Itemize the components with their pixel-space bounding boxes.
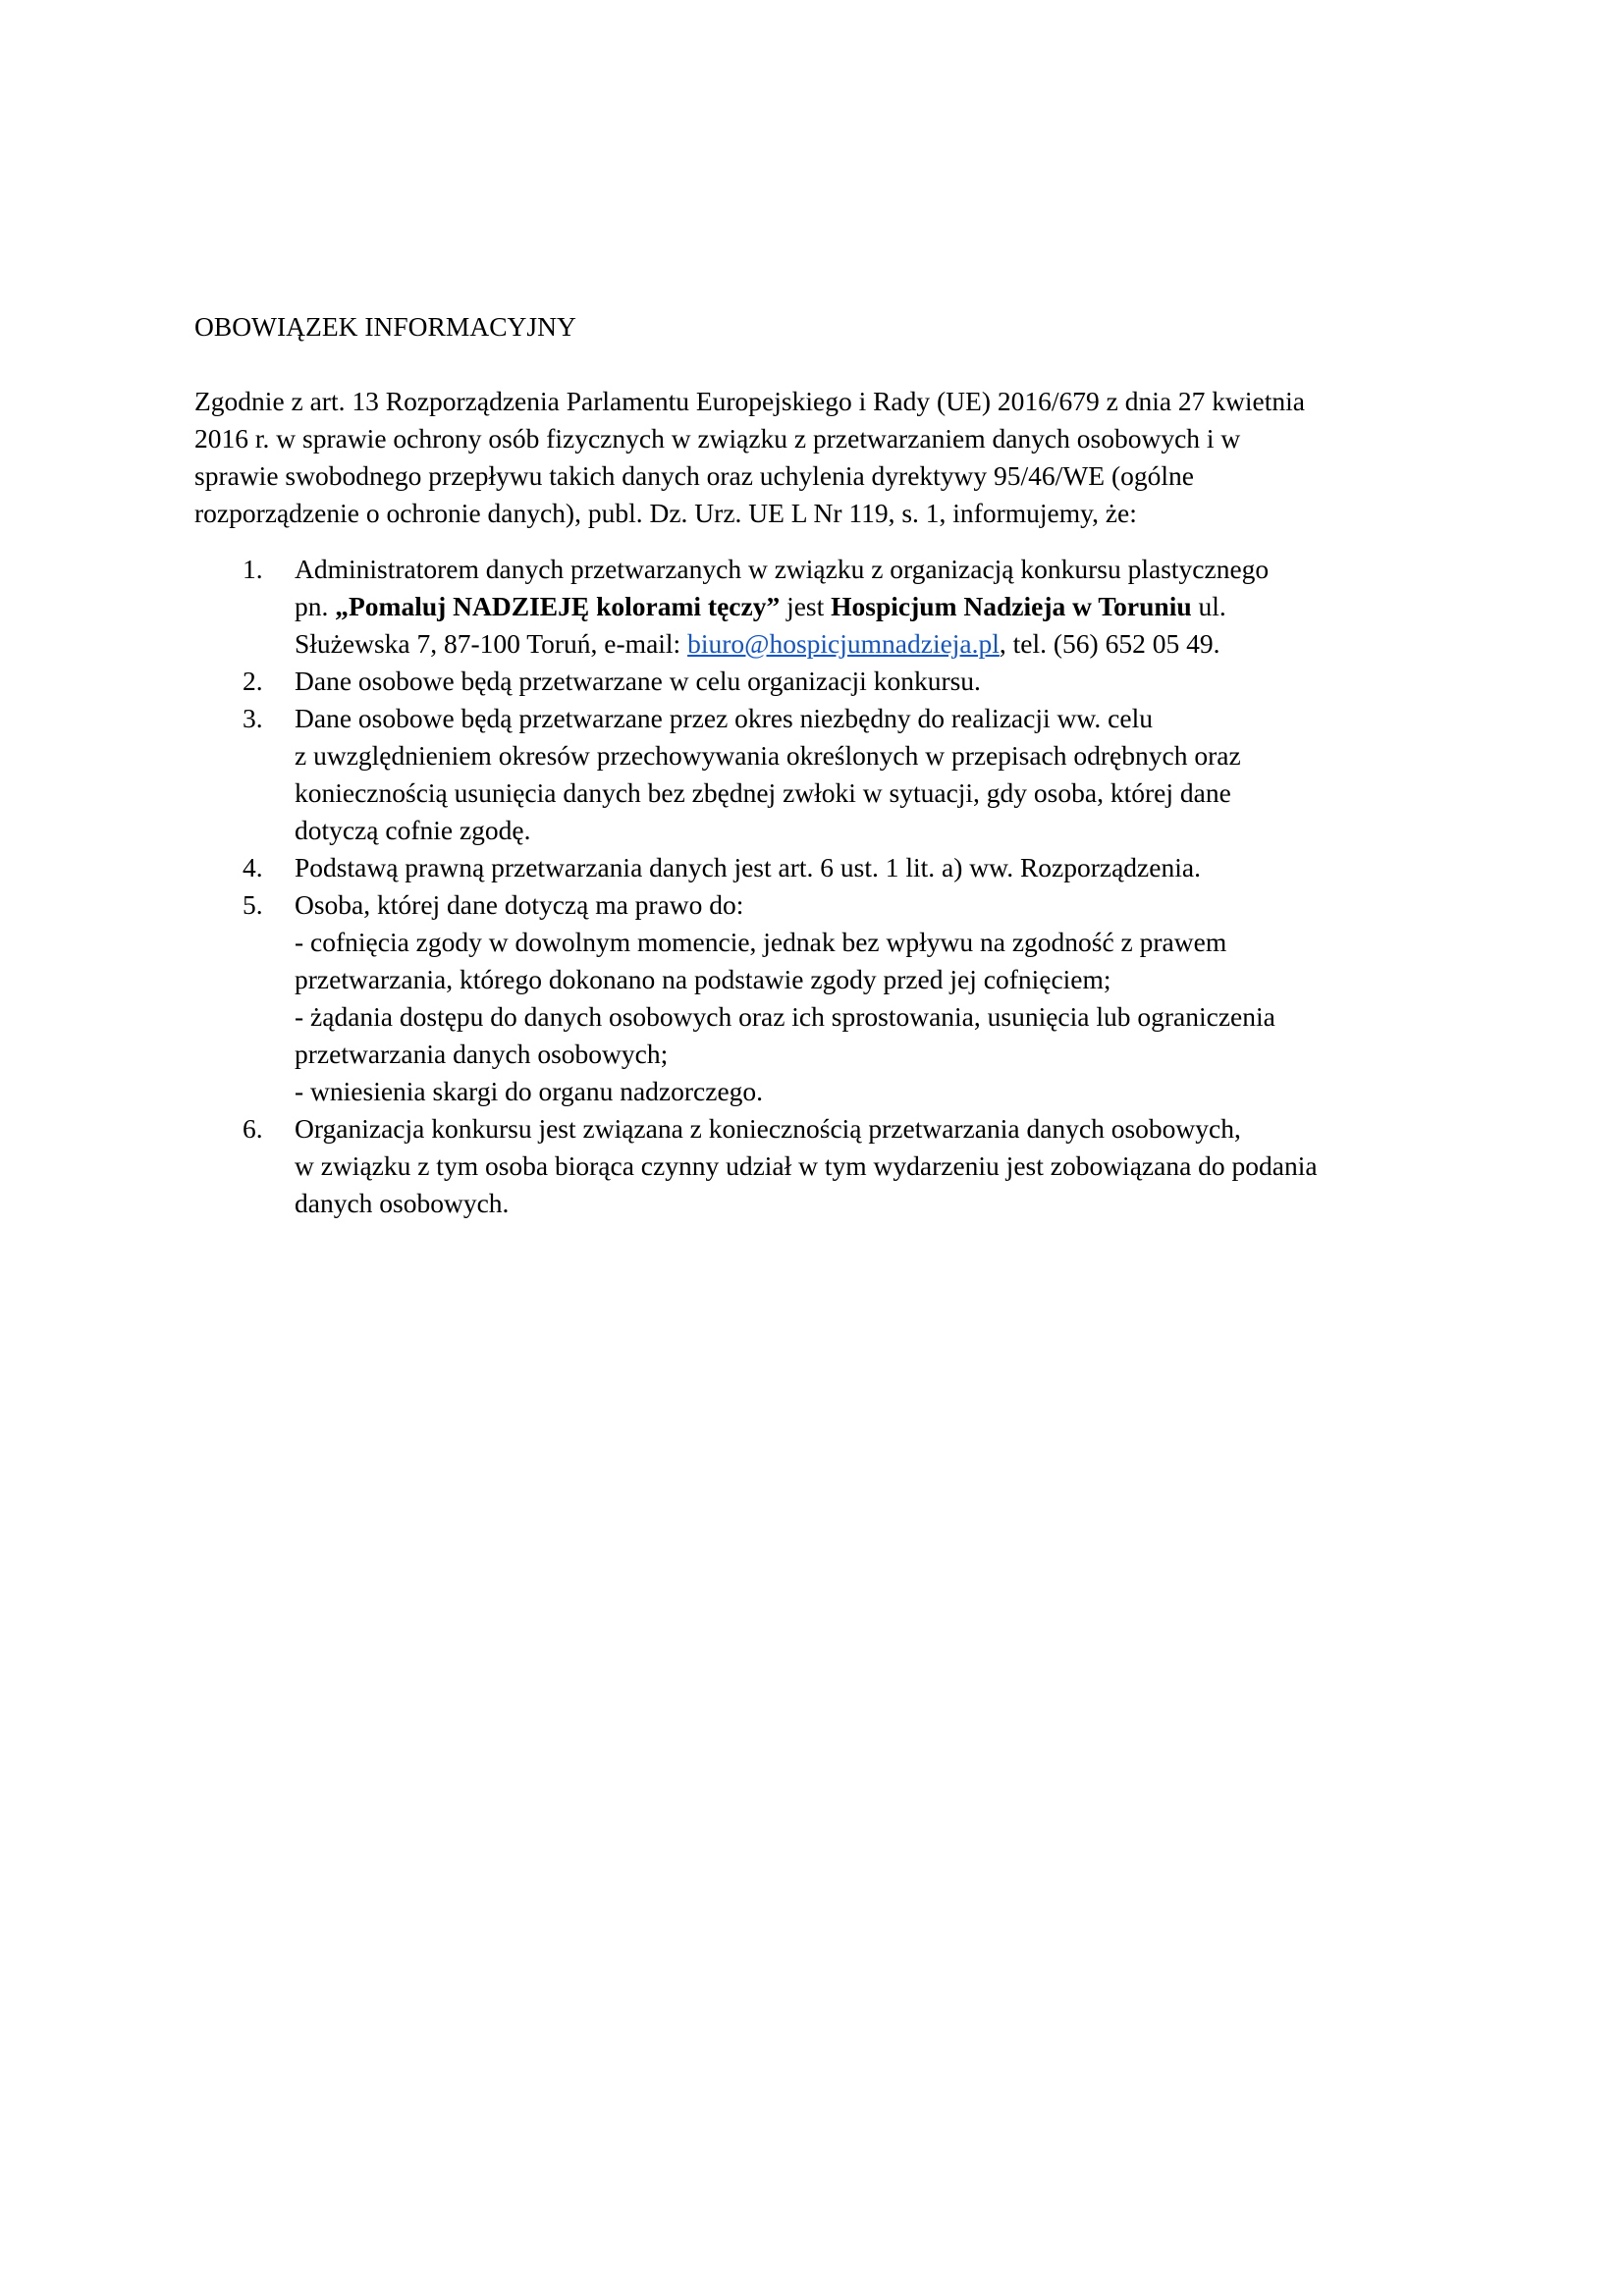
- list-item-line: - wniesienia skargi do organu nadzorczego.: [295, 1076, 764, 1106]
- organization-name: Hospicjum Nadzieja w Toruniu: [831, 591, 1192, 621]
- list-item-line: przetwarzania, którego dokonano na podstawie zgody przed jej cofnięciem;: [295, 964, 1111, 994]
- list-item-line: Administratorem danych przetwarzanych w związku z organizacją konkursu plastycznego: [295, 554, 1270, 584]
- list-item-line: Podstawą prawną przetwarzania danych jest art. 6 ust. 1 lit. a) ww. Rozporządzenia.: [295, 852, 1201, 882]
- list-item-line: z uwzględnieniem okresów przechowywania określonych w przepisach odrębnych oraz: [295, 740, 1241, 771]
- list-item-retention: [194, 700, 1461, 849]
- list-item-line: - żądania dostępu do danych osobowych oraz ich sprostowania, usunięcia lub ograniczenia: [295, 1001, 1275, 1032]
- list-item-line: [295, 588, 1461, 625]
- list-item-line: koniecznością usunięcia danych bez zbędnej zwłoki w sytuacji, gdy osoba, której dane: [295, 777, 1231, 808]
- street-prefix: ul.: [1191, 591, 1226, 621]
- list-number: 1.: [243, 554, 263, 584]
- list-item-line: Osoba, której dane dotyczą ma prawo do:: [295, 889, 744, 920]
- list-item-administrator: [194, 551, 1461, 663]
- list-item-line: Dane osobowe będą przetwarzane w celu organizacji konkursu.: [295, 666, 981, 696]
- email-link[interactable]: biuro@hospicjumnadzieja.pl: [687, 628, 1000, 659]
- intro-line: sprawie swobodnego przepływu takich danych oraz uchylenia dyrektywy 95/46/WE (ogólne: [194, 460, 1194, 491]
- contest-name: „Pomaluj NADZIEJĘ kolorami tęczy”: [335, 591, 781, 621]
- connector-text: jest: [780, 591, 832, 621]
- list-item-rights: [194, 886, 1461, 1110]
- list-item-obligation: [194, 1110, 1461, 1222]
- document-page: [194, 308, 1461, 1222]
- list-number: 6.: [243, 1113, 263, 1144]
- list-number: 3.: [243, 703, 263, 733]
- list-number: 5.: [243, 889, 263, 920]
- list-number: 2.: [243, 666, 263, 696]
- intro-line: Zgodnie z art. 13 Rozporządzenia Parlamentu Europejskiego i Rady (UE) 2016/679 z dnia 27 kwietnia: [194, 386, 1305, 416]
- list-number: 4.: [243, 852, 263, 882]
- list-item-line: - cofnięcia zgody w dowolnym momencie, jednak bez wpływu na zgodność z prawem: [295, 927, 1227, 957]
- phone-text: , tel. (56) 652 05 49.: [999, 628, 1220, 659]
- list-item-purpose: [194, 663, 1461, 700]
- list-item-line: w związku z tym osoba biorąca czynny udział w tym wydarzeniu jest zobowiązana do podania: [295, 1150, 1318, 1181]
- contest-prefix: pn.: [295, 591, 336, 621]
- list-item-line: [295, 625, 1461, 663]
- list-item-line: danych osobowych.: [295, 1188, 510, 1218]
- list-item-line: Dane osobowe będą przetwarzane przez okres niezbędny do realizacji ww. celu: [295, 703, 1153, 733]
- intro-paragraph: [194, 383, 1461, 532]
- list-item-line: przetwarzania danych osobowych;: [295, 1039, 669, 1069]
- information-list: [194, 551, 1461, 1222]
- list-item-legal-basis: [194, 849, 1461, 886]
- address-text: Służewska 7, 87-100 Toruń, e-mail:: [295, 628, 688, 659]
- intro-line: rozporządzenie o ochronie danych), publ. Dz. Urz. UE L Nr 119, s. 1, informujemy, że:: [194, 498, 1137, 528]
- document-heading: OBOWIĄZEK INFORMACYJNY: [194, 311, 576, 342]
- list-item-line: dotyczą cofnie zgodę.: [295, 815, 531, 845]
- intro-line: 2016 r. w sprawie ochrony osób fizycznych w związku z przetwarzaniem danych osobowych i w: [194, 423, 1241, 454]
- list-item-line: Organizacja konkursu jest związana z koniecznością przetwarzania danych osobowych,: [295, 1113, 1241, 1144]
